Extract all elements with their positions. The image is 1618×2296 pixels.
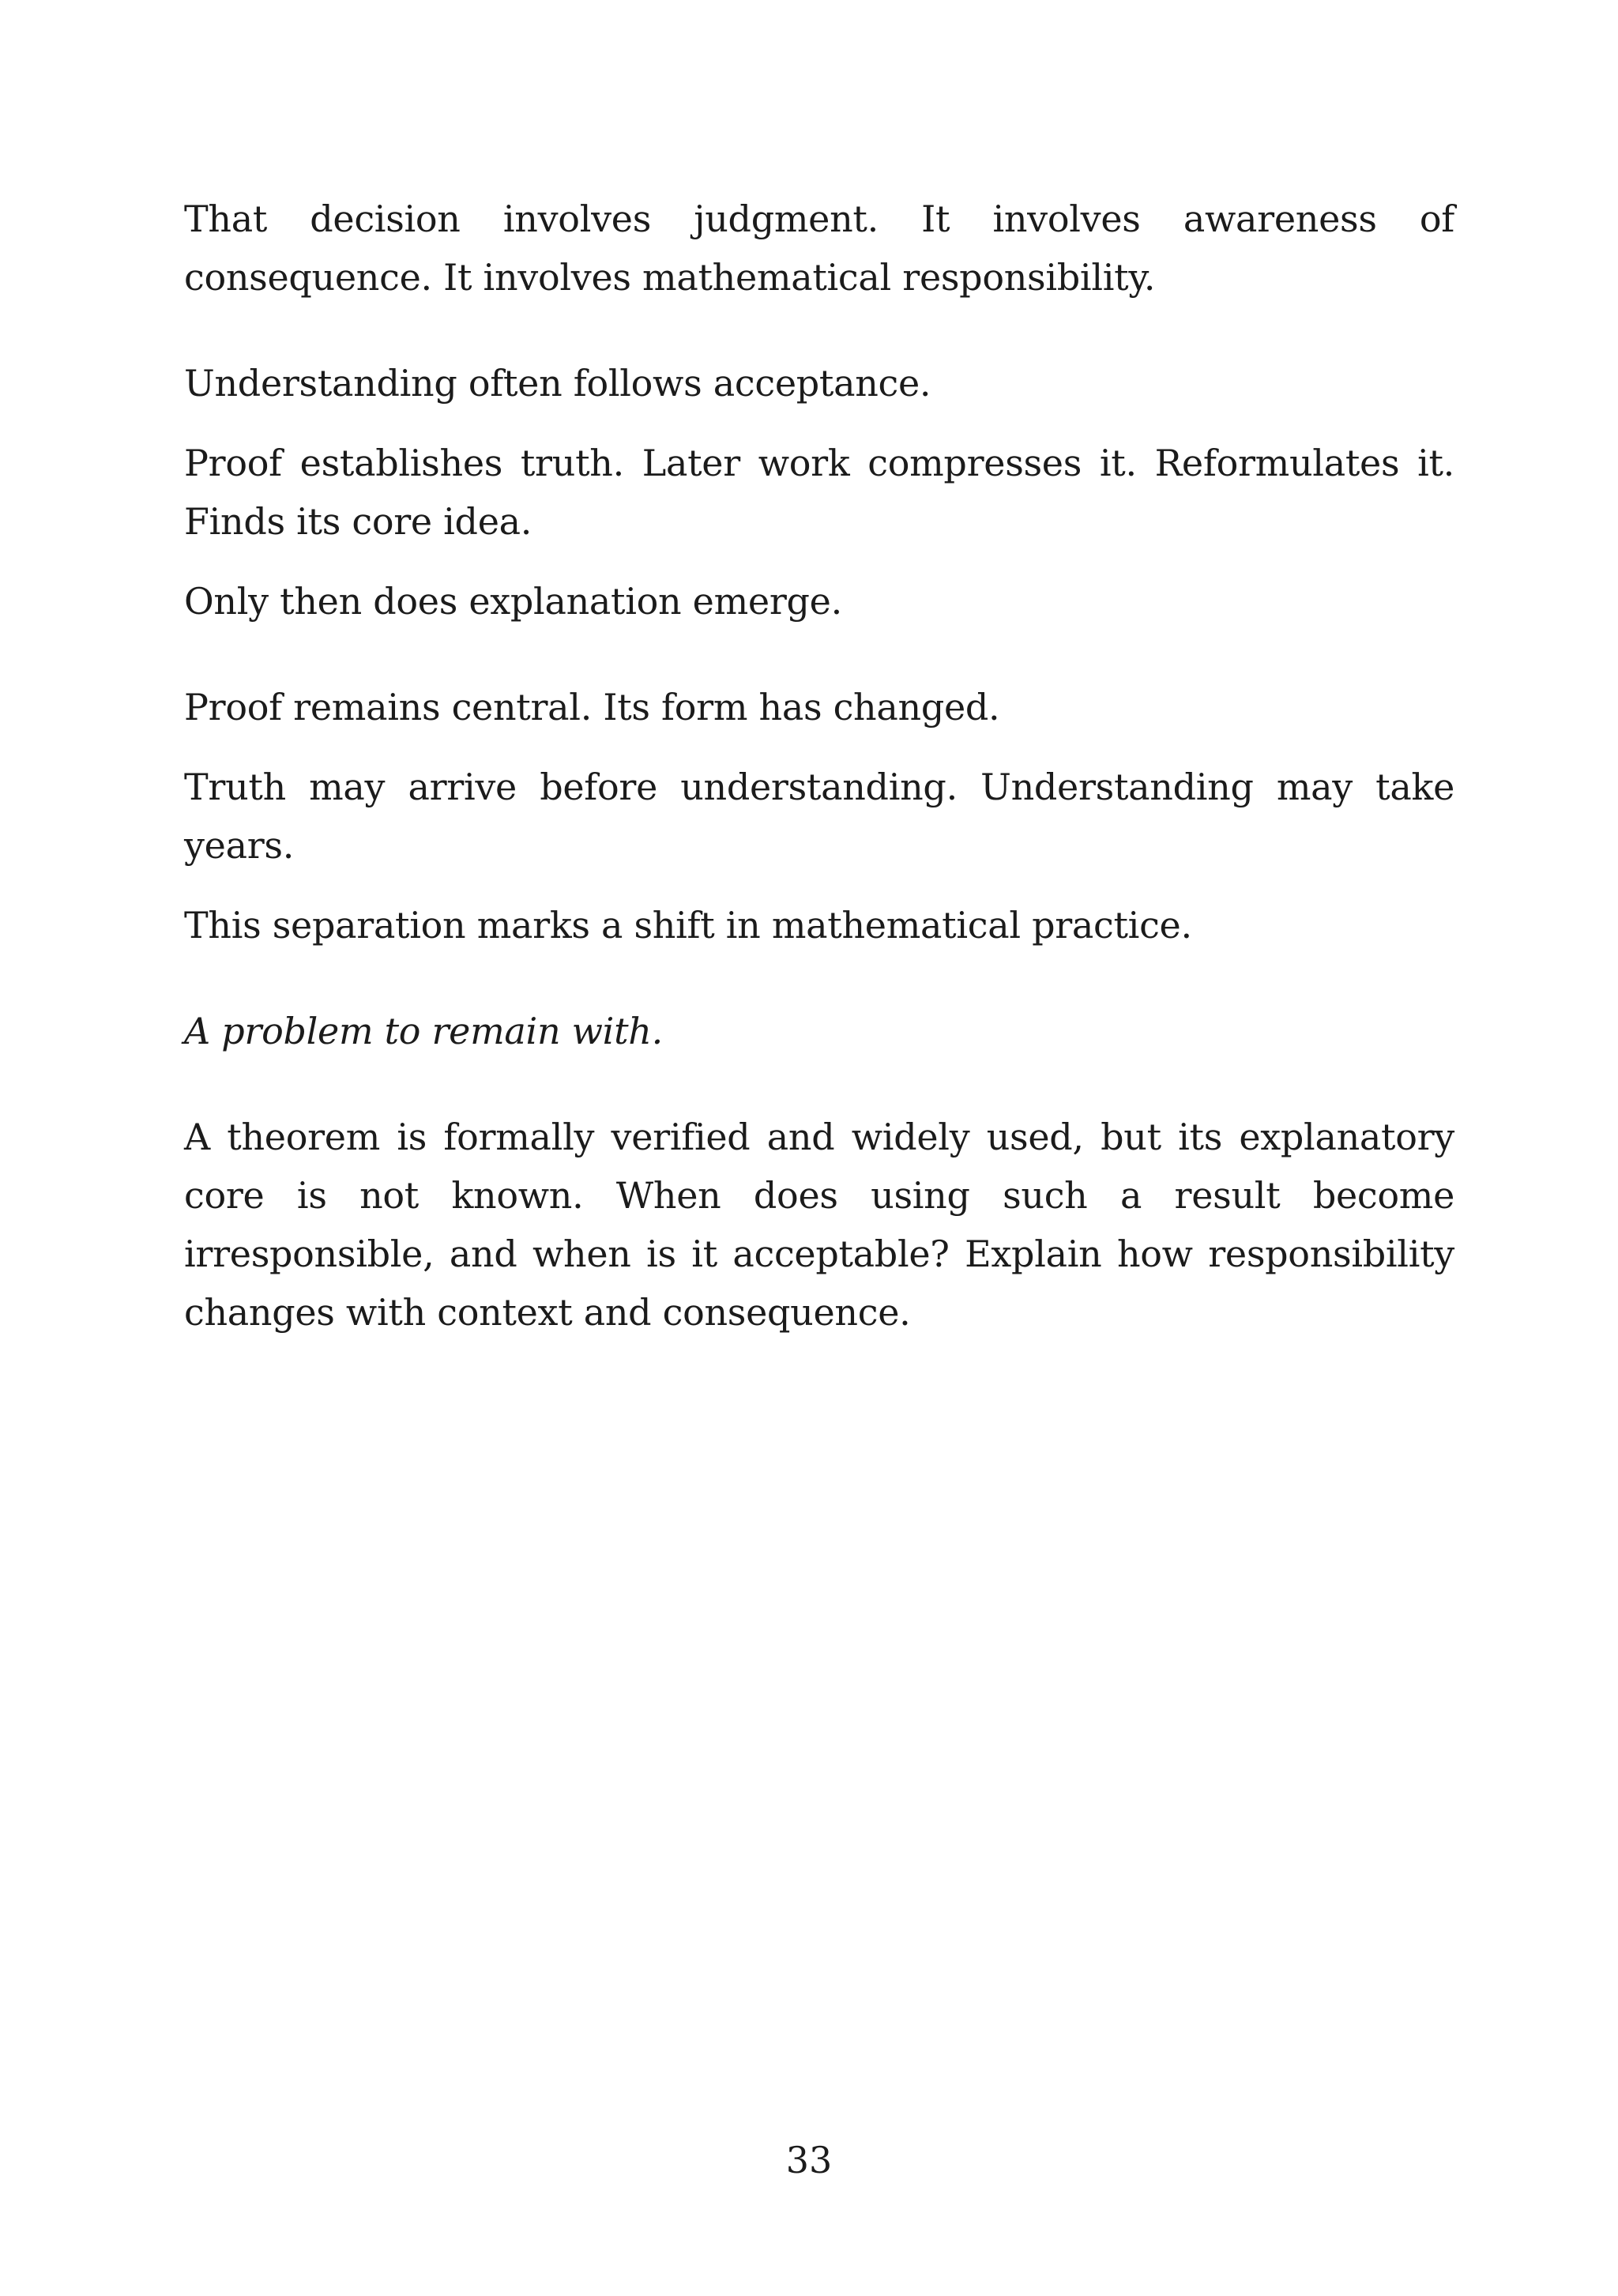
paragraph-proof-establishes: Proof establishes truth. Later work compresses it. Reformulates it. Finds its core idea. [184, 442, 1454, 543]
paragraph-proof-remains: Proof remains central. Its form has changed. [184, 686, 1000, 728]
page-number: 33 [785, 2139, 833, 2181]
problem-heading: A problem to remain with. [184, 1010, 663, 1052]
paragraph-explanation: Only then does explanation emerge. [184, 580, 842, 623]
paragraph-judgment: That decision involves judgment. It involves awareness of consequence. It involves mathematical responsibility. [184, 198, 1454, 299]
problem-text: A theorem is formally verified and widely used, but its explanatory core is not known. When does using such a result become irresponsible, and when is it acceptable? Explain how responsibility changes with context and consequence. [184, 1116, 1454, 1334]
paragraph-understanding: Understanding often follows acceptance. [184, 362, 931, 405]
paragraph-separation: This separation marks a shift in mathematical practice. [184, 904, 1192, 947]
paragraph-truth: Truth may arrive before understanding. Understanding may take years. [184, 766, 1454, 867]
page-body [184, 190, 1454, 1342]
